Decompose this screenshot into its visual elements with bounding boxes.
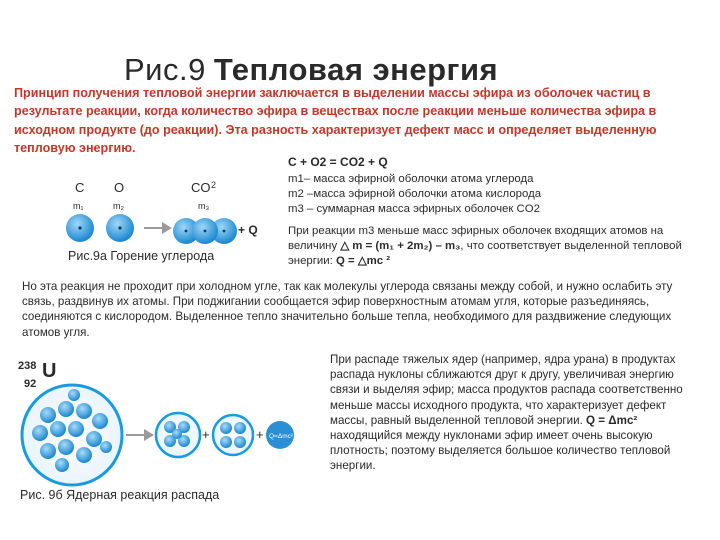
delta-icon-2: △: [357, 255, 367, 267]
mass-label-m2: m₂: [113, 201, 124, 211]
mass-label-m1: m₁: [73, 201, 84, 211]
plus-sign-1: +: [202, 427, 210, 442]
note-start: При реакции m3 меньше масс эфирных оболочек входящих атомов на величину: [288, 225, 664, 252]
mass-number: 238: [18, 360, 37, 372]
mass-definitions: [288, 172, 698, 217]
fission-diagram: [18, 355, 318, 490]
page-title: [124, 52, 498, 88]
energy-label: Q=Δmc²: [269, 433, 294, 440]
definition-m3: m3 – суммарная масса эфирных оболочек CO2: [288, 203, 540, 215]
label-co: CO: [191, 180, 211, 195]
title-main: Тепловая энергия: [213, 52, 499, 87]
reaction-note: [288, 224, 688, 269]
label-c: C: [75, 180, 85, 195]
intro-paragraph: Принцип получения тепловой энергии заключается в выделении массы эфира из оболочек частиц в результате реакции, когда количество эфира в веществах после реакции меньше количества эфира в исходном продукте (до реакции). Эта разность характеризует дефект масс и определяет выделенную тепловую энергию.: [14, 86, 657, 156]
plus-sign-2: +: [256, 427, 264, 442]
fission-paragraph: [330, 352, 702, 474]
label-o: O: [114, 180, 125, 195]
fission-formula-end: mc²: [616, 413, 638, 427]
caption-9a: Рис.9а Горение углерода: [68, 249, 215, 263]
fission-text-2: находящийся между нуклонами эфир имеет очень высокую плотность; поэтому выделяется большое количество тепловой энергии.: [330, 429, 671, 473]
atomic-number: 92: [24, 378, 37, 390]
energy-formula-end: mc ²: [366, 255, 391, 267]
title-prefix: Рис.9: [124, 52, 206, 87]
element-symbol: U: [42, 360, 57, 382]
note-end: , что соответствует выделенной тепловой энергии:: [288, 240, 682, 267]
definition-m2: m2 –масса эфирной оболочки атома кислорода: [288, 188, 542, 200]
fission-text-1: При распаде тяжелых ядер (например, ядра урана) в продуктах распада нуклоны сближаются друг к другу, увеличивая энергию связи и выделяя эфир; масса продуктов распада соответственно меньше массы исходного продукта, что характеризует дефект массы, равный выделенной тепловой энергии.: [330, 353, 683, 427]
delta-icon: △: [340, 240, 350, 252]
main-paragraph: Но эта реакция не проходит при холодном угле, так как молекулы углерода связаны между собой, и нужно ослабить эту связь, раздвинув их атомы. При поджигании сообщается эфир поверхностным атомам угля, которые разъединяясь, соединяются с кислородом. Выделенное тепло значительно больше тепла, необходимого для раздвижение следующих атомов угля.: [22, 280, 673, 339]
combustion-diagram: [60, 176, 280, 256]
reaction-equation: C + O2 = CO2 + Q: [288, 155, 388, 169]
fragment-2: [213, 415, 253, 455]
energy-formula: Q =: [336, 255, 355, 267]
label-co-sub: 2: [211, 180, 217, 190]
plus-q-label: + Q: [238, 223, 258, 237]
delta-icon-3: Δ: [608, 413, 617, 427]
fission-formula: Q =: [586, 413, 606, 427]
definition-m1: m1– масса эфирной оболочки атома углерода: [288, 173, 534, 185]
mass-label-m3: m₃: [198, 201, 210, 211]
caption-9b: Рис. 9б Ядерная реакция распада: [20, 488, 220, 502]
note-formula: m = (m₁ + 2m₂) – m₃: [352, 240, 461, 252]
